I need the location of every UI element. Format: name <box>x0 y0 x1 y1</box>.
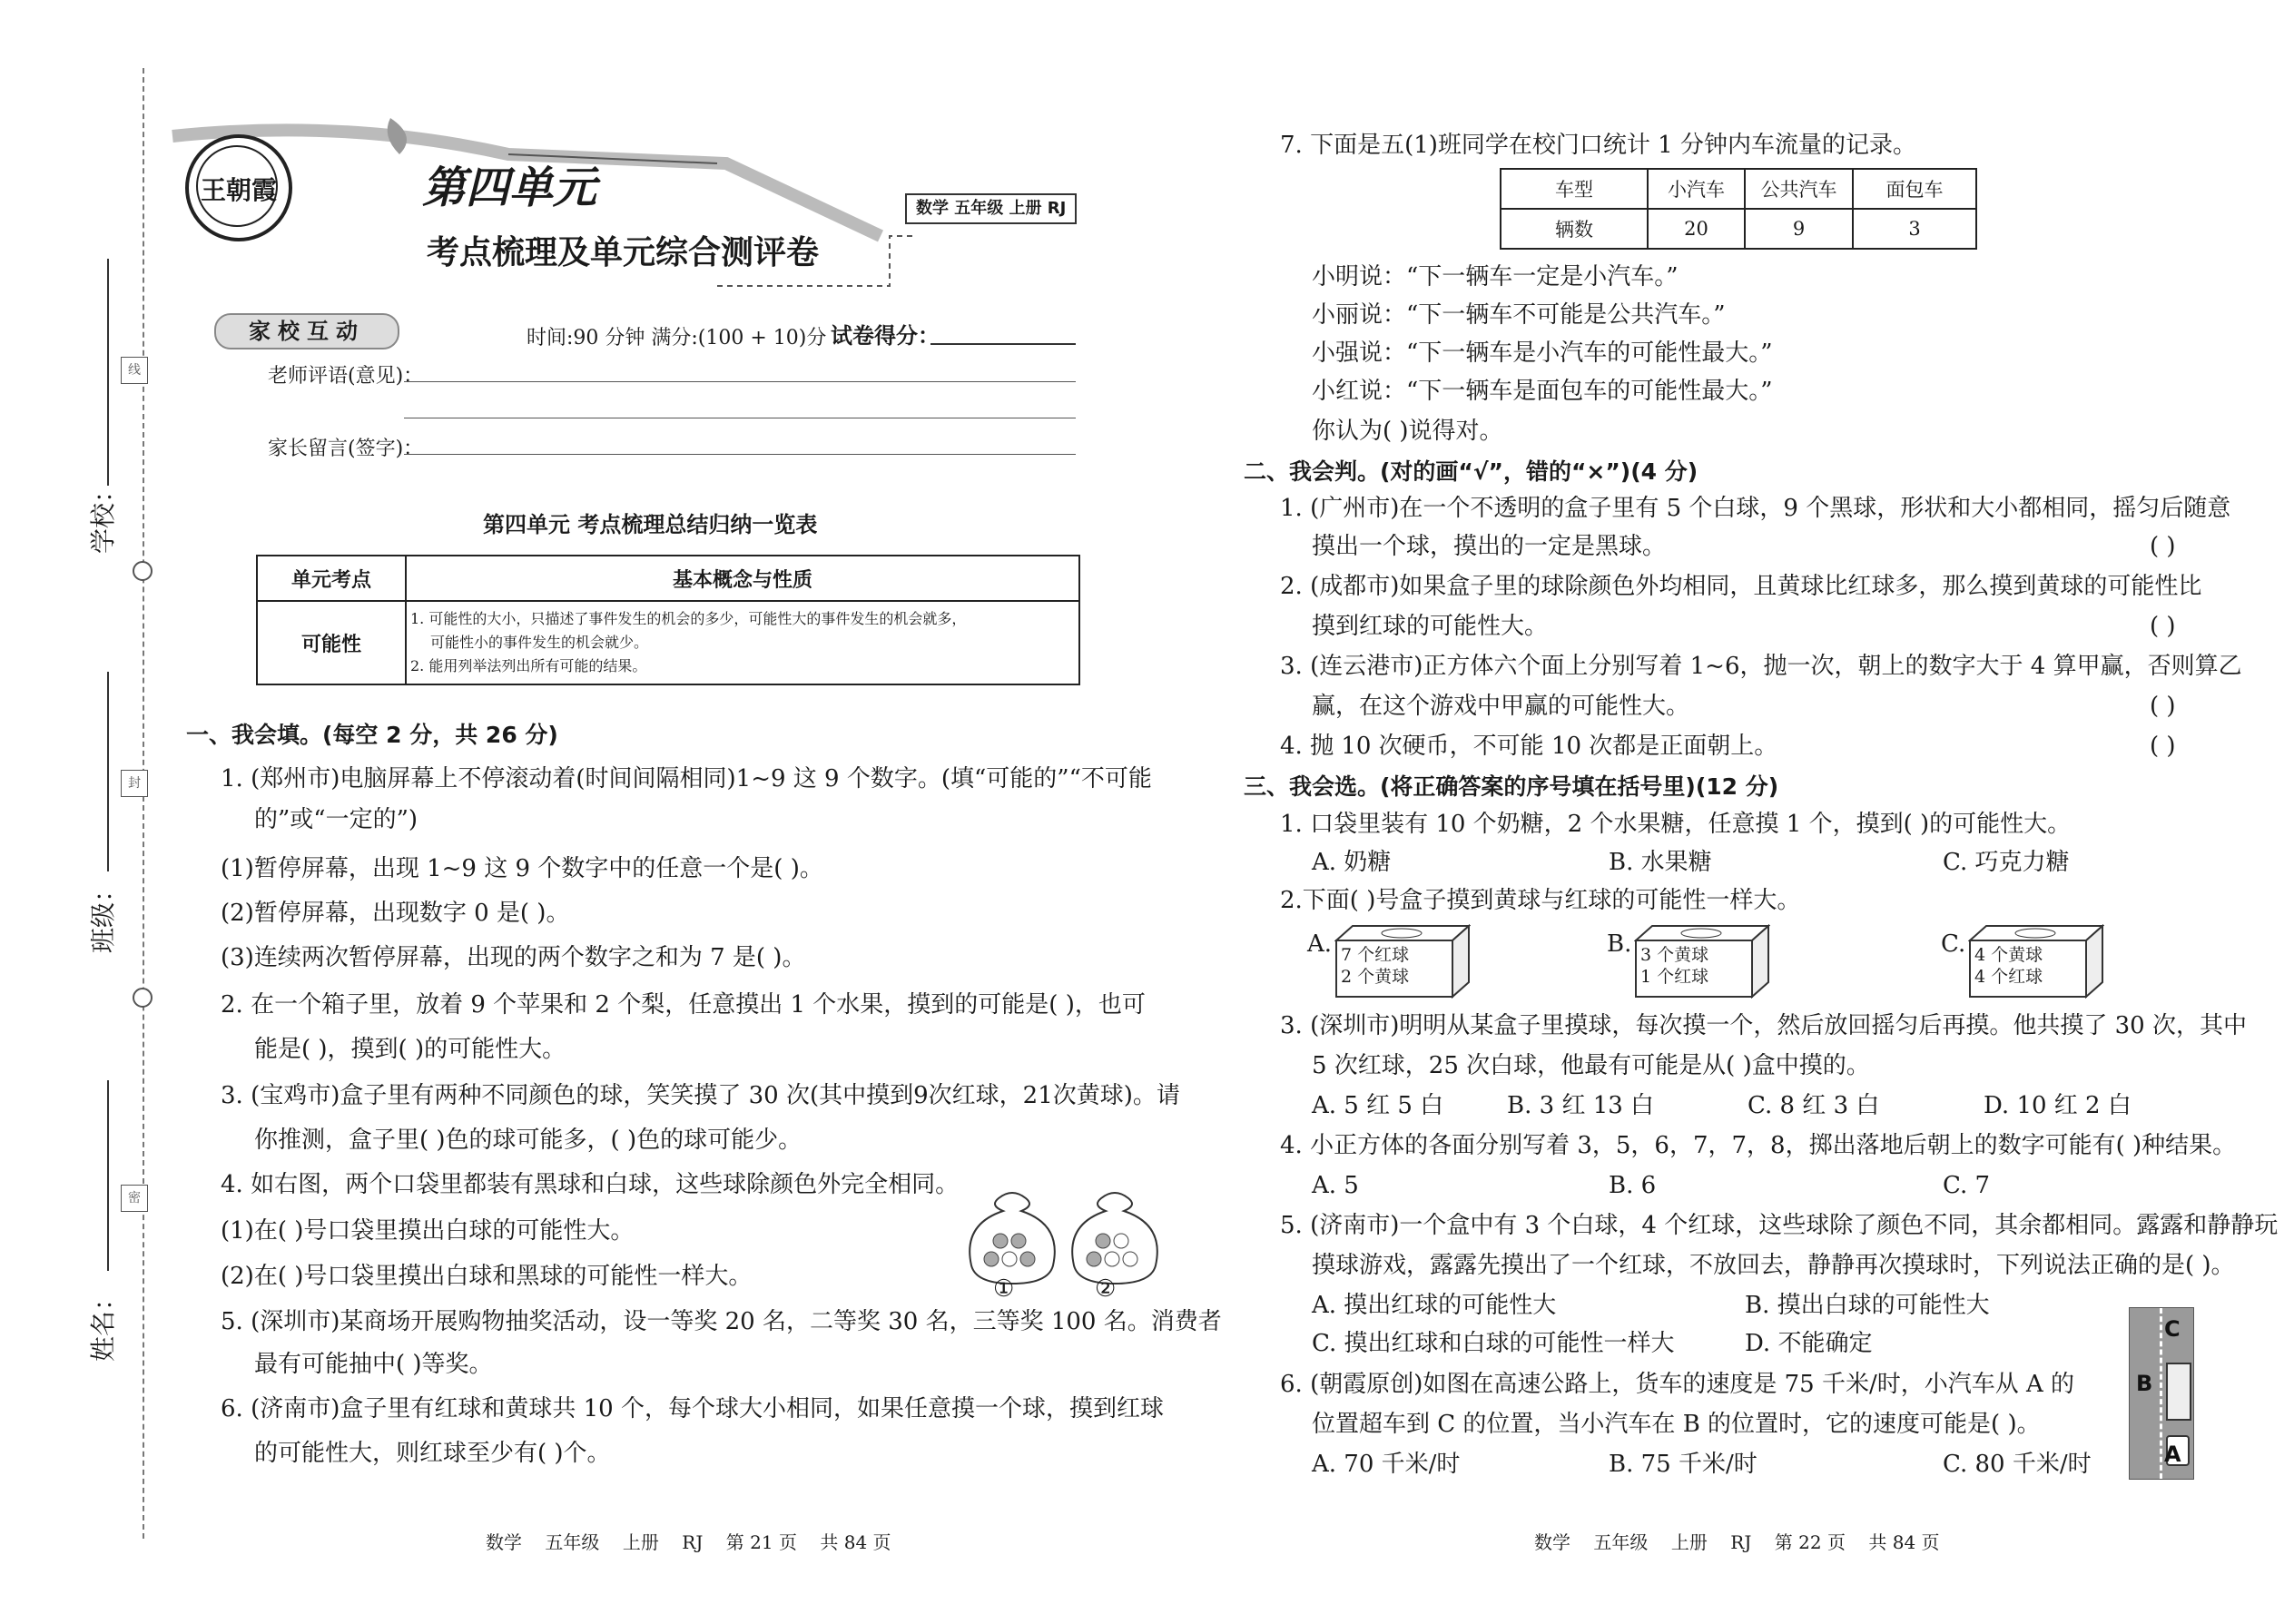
question-text: 5. (济南市)一个盒中有 3 个白球，4 个红球，这些球除了颜色不同，其余都相同。露露和静静玩 <box>1280 1212 2279 1239</box>
option[interactable]: B. <box>1607 930 1632 958</box>
score-label: 试卷得分： <box>831 322 940 349</box>
table-header: 车型 <box>1501 169 1648 209</box>
option[interactable]: A. 奶糖 <box>1312 849 1392 876</box>
seal-char: 密 <box>121 1185 148 1212</box>
cut-line <box>143 68 144 1539</box>
logo-text: 王朝霞 <box>200 175 277 205</box>
name-label: 姓名： <box>88 1284 118 1362</box>
option[interactable]: A. 5 <box>1312 1172 1359 1199</box>
parent-comment-label: 家长留言(签字)： <box>268 438 424 460</box>
answer-paren[interactable]: ( ) <box>2150 613 2176 640</box>
option[interactable]: A. 70 千米/时 <box>1312 1451 1461 1478</box>
option[interactable]: C. 摸出红球和白球的可能性一样大 <box>1312 1330 1675 1357</box>
question-text: 的可能性大，则红球至少有( )个。 <box>254 1440 611 1467</box>
option[interactable]: B. 6 <box>1609 1172 1657 1199</box>
question-text: 小强说：“下一辆车是小汽车的可能性最大。” <box>1312 340 1773 367</box>
box-label: 4 个红球 <box>1974 967 2043 987</box>
answer-paren[interactable]: ( ) <box>2150 733 2176 760</box>
seal-char: 线 <box>121 357 148 384</box>
paper-subtitle: 考点梳理及单元综合测评卷 <box>427 233 820 271</box>
question-text: 的”或“一定的”) <box>254 806 418 833</box>
school-label: 学校： <box>88 477 118 554</box>
question-text: 4. 抛 10 次硬币，不可能 10 次都是正面朝上。 <box>1280 733 1778 760</box>
summary-line: 2. 能用列举法列出所有可能的结果。 <box>410 657 647 674</box>
section-title: 二、我会判。(对的画“√”，错的“×”)(4 分) <box>1244 458 1698 485</box>
option[interactable]: C. 巧克力糖 <box>1943 849 2070 876</box>
question-text: 小丽说：“下一辆车不可能是公共汽车。” <box>1312 301 1726 329</box>
question-text: 位置超车到 C 的位置，当小汽车在 B 的位置时，它的速度可能是( )。 <box>1312 1411 2041 1438</box>
question-text: 3. (深圳市)明明从某盒子里摸球，每次摸一个，然后放回摇匀后再摸。他共摸了 30 次，其中 <box>1280 1012 2247 1039</box>
option[interactable]: B. 摸出白球的可能性大 <box>1745 1292 1990 1319</box>
class-fill-line[interactable] <box>107 672 109 871</box>
option[interactable]: A. 摸出红球的可能性大 <box>1312 1292 1557 1319</box>
answer-paren[interactable]: ( ) <box>2150 693 2176 720</box>
table-cell: 辆数 <box>1501 209 1648 249</box>
option[interactable]: B. 3 红 13 白 <box>1507 1092 1655 1119</box>
question-text: 摸球游戏，露露先摸出了一个红球，不放回去，静静再次摸球时，下列说法正确的是( )。 <box>1312 1252 2235 1279</box>
summary-line: 1. 可能性的大小，只描述了事件发生的机会的多少，可能性大的事件发生的机会就多， <box>410 610 967 627</box>
name-fill-line[interactable] <box>107 1080 109 1271</box>
box-label: 7 个红球 <box>1341 945 1410 965</box>
question-text: 6. (济南市)盒子里有红球和黄球共 10 个，每个球大小相同，如果任意摸一个球，摸到红球 <box>221 1395 1164 1422</box>
option[interactable]: A. <box>1307 930 1333 958</box>
question-text: 5. (深圳市)某商场开展购物抽奖活动，设一等奖 20 名，二等奖 30 名，三等奖 100 名。消费者 <box>221 1308 1222 1335</box>
road-label-c: C <box>2164 1316 2181 1342</box>
option[interactable]: C. 80 千米/时 <box>1943 1451 2092 1478</box>
question-text: 摸到红球的可能性大。 <box>1312 613 1549 640</box>
answer-paren[interactable]: ( ) <box>2150 533 2176 560</box>
grade-badge: 数学 五年级 上册 RJ <box>905 193 1077 224</box>
score-field[interactable] <box>930 343 1076 345</box>
seal-char: 封 <box>121 770 148 797</box>
question-text: 3. (连云港市)正方体六个面上分别写着 1~6，抛一次，朝上的数字大于 4 算甲赢，否则算乙 <box>1280 653 2242 680</box>
question-text: (3)连续两次暂停屏幕，出现的两个数字之和为 7 是( )。 <box>221 944 806 971</box>
question-text: 2. (成都市)如果盒子里的球除颜色外均相同，且黄球比红球多，那么摸到黄球的可能性比 <box>1280 573 2202 600</box>
road-label-a: A <box>2164 1442 2181 1467</box>
summary-table <box>256 555 1080 685</box>
parent-comment-line[interactable] <box>404 454 1076 455</box>
question-text: 赢，在这个游戏中甲赢的可能性大。 <box>1312 693 1690 720</box>
option[interactable]: A. 5 红 5 白 <box>1312 1092 1444 1119</box>
table-cell: 3 <box>1853 209 1976 249</box>
question-text: 5 次红球，25 次白球，他最有可能是从( )盒中摸的。 <box>1312 1052 1870 1079</box>
truck-icon <box>2166 1363 2191 1421</box>
option[interactable]: B. 水果糖 <box>1609 849 1712 876</box>
logo-seal <box>185 134 292 241</box>
option[interactable]: D. 10 红 2 白 <box>1984 1092 2132 1119</box>
question-text: 小红说：“下一辆车是面包车的可能性最大。” <box>1312 378 1773 405</box>
question-text: 1. (广州市)在一个不透明的盒子里有 5 个白球，9 个黑球，形状和大小都相同，摇匀后随意 <box>1280 495 2231 522</box>
school-fill-line[interactable] <box>107 259 109 486</box>
traffic-table <box>1500 168 1977 250</box>
box-label: 4 个黄球 <box>1974 945 2043 965</box>
bag-label: ① <box>993 1275 1015 1303</box>
table-header: 基本概念与性质 <box>406 556 1079 601</box>
class-label: 班级： <box>88 876 118 953</box>
question-text: 2.下面( )号盒子摸到黄球与红球的可能性一样大。 <box>1280 887 1801 914</box>
table-cell: 9 <box>1745 209 1853 249</box>
bag-1-icon <box>970 1193 1055 1284</box>
box-label: 3 个黄球 <box>1640 945 1709 965</box>
question-text: 7. 下面是五(1)班同学在校门口统计 1 分钟内车流量的记录。 <box>1280 132 1916 159</box>
question-text: 你推测，盒子里( )色的球可能多，( )色的球可能少。 <box>254 1127 802 1154</box>
option[interactable]: D. 不能确定 <box>1745 1330 1873 1357</box>
section-title: 一、我会填。(每空 2 分，共 26 分) <box>186 722 558 748</box>
family-school-badge: 家校互动 <box>214 313 399 349</box>
question-text: 4. 小正方体的各面分别写着 3，5，6，7，7，8，掷出落地后朝上的数字可能有( )种结果。 <box>1280 1132 2237 1159</box>
teacher-comment-label: 老师评语(意见)： <box>268 365 424 388</box>
table-header: 面包车 <box>1853 169 1976 209</box>
question-text: 6. (朝霞原创)如图在高速公路上，货车的速度是 75 千米/时，小汽车从 A 的 <box>1280 1371 2075 1398</box>
table-header: 单元考点 <box>257 556 406 601</box>
question-text: (1)暂停屏幕，出现 1~9 这 9 个数字中的任意一个是( )。 <box>221 855 823 882</box>
unit-title: 第四单元 <box>422 162 597 213</box>
question-text: 3. (宝鸡市)盒子里有两种不同颜色的球，笑笑摸了 30 次(其中摸到9次红球，21次黄球)。请 <box>221 1082 1180 1109</box>
option[interactable]: B. 75 千米/时 <box>1609 1451 1757 1478</box>
question-text: 2. 在一个箱子里，放着 9 个苹果和 2 个梨，任意摸出 1 个水果，摸到的可能是( )，也可 <box>221 991 1146 1019</box>
question-text: 你认为( )说得对。 <box>1312 418 1503 445</box>
question-text: 1. 口袋里装有 10 个奶糖，2 个水果糖，任意摸 1 个，摸到( )的可能性大。 <box>1280 811 2072 838</box>
table-header: 公共汽车 <box>1745 169 1853 209</box>
table-header: 小汽车 <box>1648 169 1745 209</box>
road-label-b: B <box>2136 1371 2153 1396</box>
option[interactable]: C. 8 红 3 白 <box>1748 1092 1880 1119</box>
question-text: (2)暂停屏幕，出现数字 0 是( )。 <box>221 900 570 927</box>
table-cell: 20 <box>1648 209 1745 249</box>
question-text: (2)在( )号口袋里摸出白球和黑球的可能性一样大。 <box>221 1263 753 1290</box>
question-text: 摸出一个球，摸出的一定是黑球。 <box>1312 533 1667 560</box>
question-text: (1)在( )号口袋里摸出白球的可能性大。 <box>221 1217 635 1245</box>
teacher-comment-line[interactable] <box>404 381 1076 382</box>
question-text: 小明说：“下一辆车一定是小汽车。” <box>1312 263 1679 290</box>
summary-topic: 可能性 <box>257 601 406 684</box>
box-label: 1 个红球 <box>1640 967 1709 987</box>
binding-hole <box>133 988 153 1008</box>
option[interactable]: C. <box>1941 930 1966 958</box>
section-title: 三、我会选。(将正确答案的序号填在括号里)(12 分) <box>1244 773 1779 800</box>
time-info: 时间:90 分钟 满分:(100 + 10)分 <box>527 327 827 349</box>
summary-line: 可能性小的事件发生的机会就少。 <box>430 634 649 651</box>
bag-2-icon <box>1072 1193 1157 1284</box>
page-footer-right: 数学 五年级 上册 RJ 第 22 页 共 84 页 <box>1534 1531 1940 1553</box>
question-text: 1. (郑州市)电脑屏幕上不停滚动着(时间间隔相同)1~9 这 9 个数字。(填“可能的”“不可能 <box>221 765 1152 792</box>
question-text: 能是( )，摸到( )的可能性大。 <box>254 1036 566 1063</box>
summary-title: 第四单元 考点梳理总结归纳一览表 <box>483 512 818 537</box>
bag-label: ② <box>1095 1275 1117 1303</box>
option[interactable]: C. 7 <box>1943 1172 1991 1199</box>
question-text: 最有可能抽中( )等奖。 <box>254 1351 493 1378</box>
page-footer-left: 数学 五年级 上册 RJ 第 21 页 共 84 页 <box>486 1531 891 1553</box>
question-text: 4. 如右图，两个口袋里都装有黑球和白球，这些球除颜色外完全相同。 <box>221 1171 960 1198</box>
binding-hole <box>133 561 153 581</box>
box-label: 2 个黄球 <box>1341 967 1410 987</box>
